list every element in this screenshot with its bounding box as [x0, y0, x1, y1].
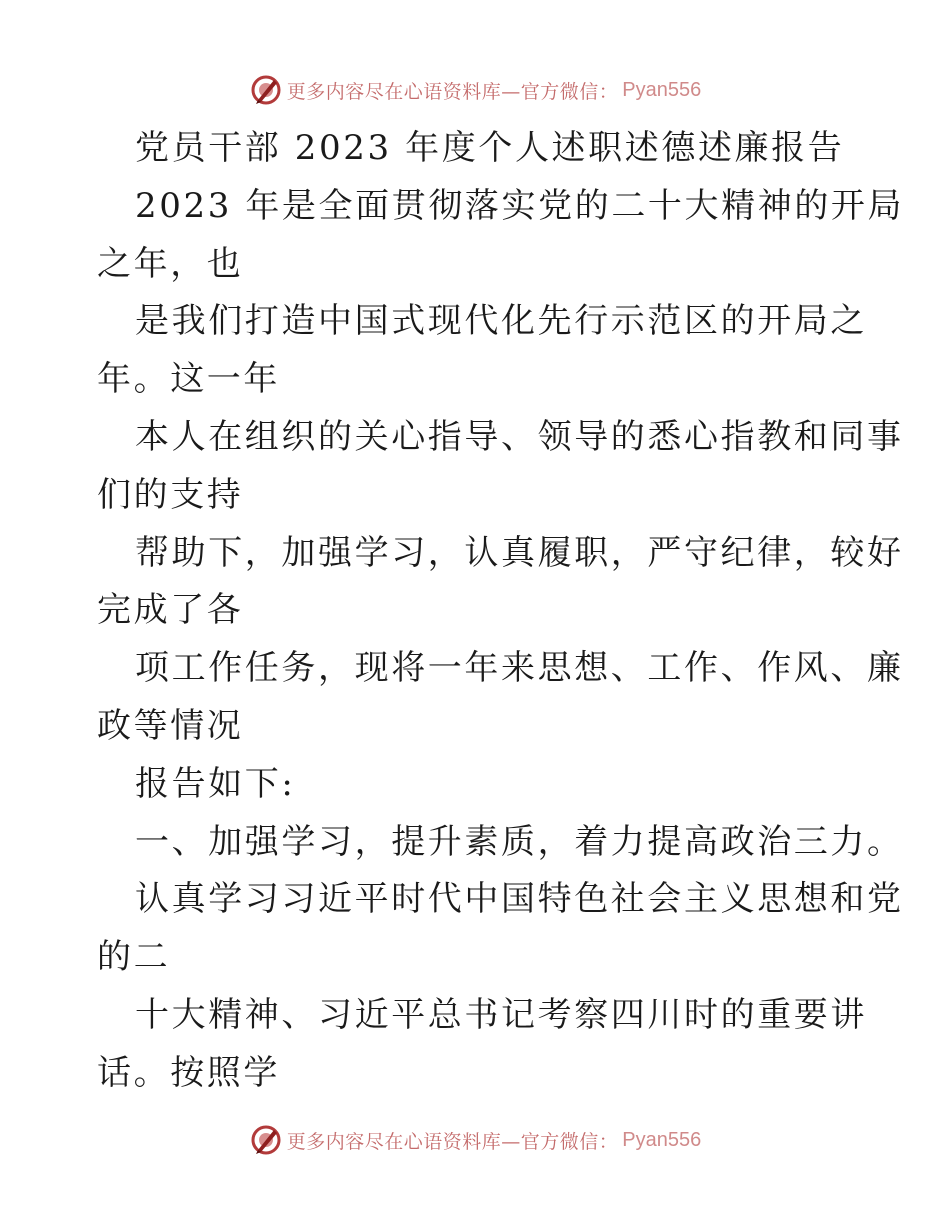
text-line: 年。这一年	[97, 359, 280, 400]
watermark-wechat-id: Pyan556	[622, 78, 702, 101]
text-line: 话。按照学	[97, 1052, 280, 1093]
text-line: 的二	[97, 937, 171, 978]
text-line: 报告如下:	[135, 763, 296, 804]
pen-logo-icon	[249, 1123, 283, 1157]
text-line: 政等情况	[97, 705, 244, 746]
document-title: 党员干部 2023 年度个人述职述德述廉报告	[135, 128, 845, 168]
header-watermark	[0, 70, 950, 110]
text-line: 们的支持	[97, 474, 244, 515]
document-body	[97, 120, 905, 1103]
section-heading: 一、加强学习，提升素质，着力提高政治三力。	[135, 821, 904, 862]
watermark-wechat-id: Pyan556	[622, 1128, 702, 1151]
text-line: 帮助下，加强学习，认真履职，严守纪律，较好	[135, 532, 904, 573]
text-line: 本人在组织的关心指导、领导的悉心指教和同事	[135, 416, 904, 457]
text-line: 完成了各	[97, 590, 244, 631]
text-line: 2023 年是全面贯彻落实党的二十大精神的开局	[135, 185, 905, 226]
text-line: 是我们打造中国式现代化先行示范区的开局之	[135, 301, 867, 342]
text-line: 十大精神、习近平总书记考察四川时的重要讲	[135, 994, 867, 1035]
pen-logo-icon	[249, 73, 283, 107]
text-line: 认真学习习近平时代中国特色社会主义思想和党	[135, 879, 904, 920]
watermark-text: 更多内容尽在心语资料库—官方微信：	[286, 80, 619, 103]
text-line: 项工作任务，现将一年来思想、工作、作风、廉	[135, 648, 904, 689]
watermark-text: 更多内容尽在心语资料库—官方微信：	[286, 1130, 619, 1153]
text-line: 之年，也	[97, 243, 244, 284]
footer-watermark	[0, 1120, 950, 1160]
